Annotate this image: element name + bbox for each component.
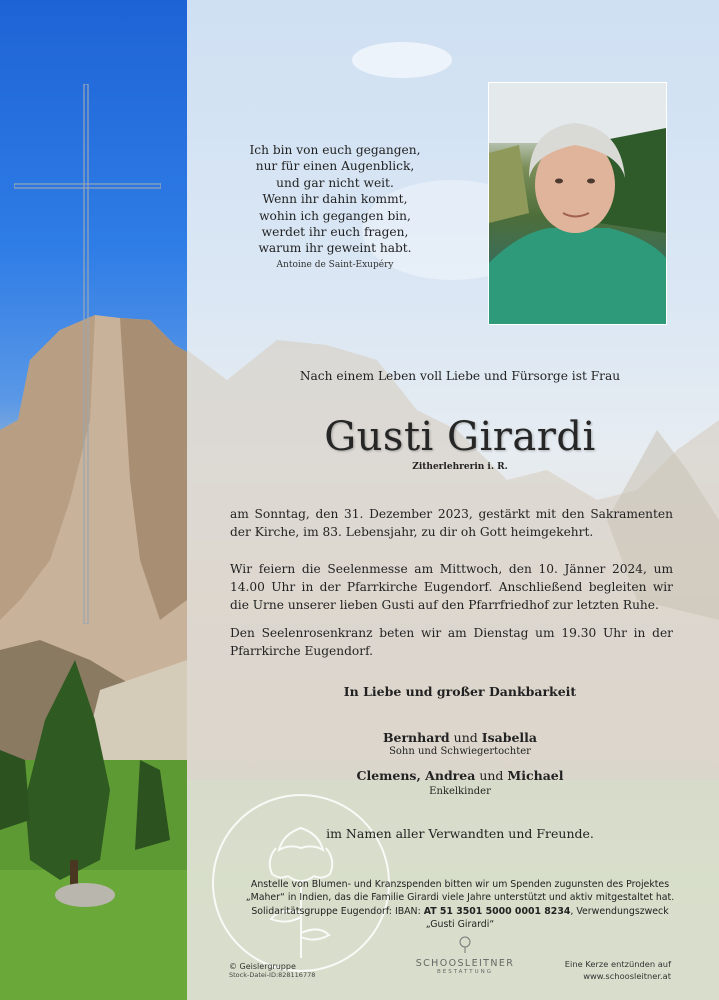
donation-line: „Gusti Girardi“ [425,919,495,931]
donation-notice [230,878,690,932]
quote-line: nur für einen Augenblick, [255,159,415,174]
quote-line: wohin ich gegangen bin, [259,208,411,223]
family-name: Isabella [481,730,538,745]
donation-line [230,905,690,918]
death-notice-paragraph: am Sonntag, den 31. Dezember 2023, gestärkt mit den Sakramenten der Kirche, im 83. Lebensjahr, zu dir oh Gott heimgekehrt. [230,507,673,539]
photo-credit [229,962,315,979]
brand-name: SCHOOSLEITNER [415,958,515,969]
quote-line: werdet ihr euch fragen, [261,225,409,240]
rose-logo-icon [457,936,473,954]
portrait-image [489,83,666,324]
deceased-name: Gusti Girardi [324,414,596,460]
deceased-role: Zitherlehrerin i. R. [412,462,508,472]
donation-purpose-label: , Verwendungszweck [570,905,669,917]
donation-iban: AT 51 3501 5000 0001 8234 [423,905,571,917]
family-relation: Sohn und Schwiegertochter [389,746,531,757]
family-line [230,730,690,745]
relatives-line: im Namen aller Verwandten und Freunde. [326,826,594,841]
portrait-photo [488,82,667,325]
memorial-quote [230,142,440,273]
donation-line: Anstelle von Blumen- und Kranzspenden bitten wir um Spenden zugunsten des Projektes [250,879,670,890]
donation-line: „Maher“ in Indien, das die Familie Girardi viele Jahre unterstützt und aktiv mitgestaltet hat. [245,892,675,904]
thanks-line: In Liebe und großer Dankbarkeit [343,684,577,699]
family-name: Bernhard [382,730,450,745]
quote-line: Ich bin von euch gegangen, [249,143,421,157]
candle-notice [540,958,671,982]
intro-text: Nach einem Leben voll Liebe und Fürsorge ist Frau [299,369,621,383]
quote-line: und gar nicht weit. [276,175,394,190]
donation-iban-label: Solidaritätsgruppe Eugendorf: IBAN: [251,905,421,917]
funeral-mass-paragraph: Wir feiern die Seelenmesse am Mittwoch, den 10. Jänner 2024, um 14.00 Uhr in der Pfarrkirche Eugendorf. Anschließend begleiten wir die Urne unserer lieben Gusti auf den Pfarrfriedhof zur letzten Ruhe. [230,562,673,612]
cross-icon [14,84,161,624]
candle-text: Eine Kerze entzünden auf [564,959,671,969]
quote-line: Wenn ihr dahin kommt, [262,192,408,207]
family-joiner: und [479,768,504,783]
family-line [230,768,690,783]
brand-subtitle: BESTATTUNG [436,969,494,975]
family-name: Clemens, Andrea [356,768,476,783]
family-relation: Enkelkinder [429,786,491,797]
family-joiner: und [453,730,478,745]
brand-logo [400,936,530,975]
candle-website-link[interactable]: www.schoosleitner.at [583,971,671,981]
rosary-paragraph: Den Seelenrosenkranz beten wir am Dienstag um 19.30 Uhr in der Pfarrkirche Eugendorf. [230,626,673,658]
quote-author: Antoine de Saint-Exupéry [276,259,394,270]
copyright-text: © Geislergruppe [229,962,296,971]
family-name: Michael [507,768,564,783]
stock-id-text: Stock-Datei-ID:828116778 [229,971,316,979]
quote-line: warum ihr geweint habt. [258,241,412,256]
